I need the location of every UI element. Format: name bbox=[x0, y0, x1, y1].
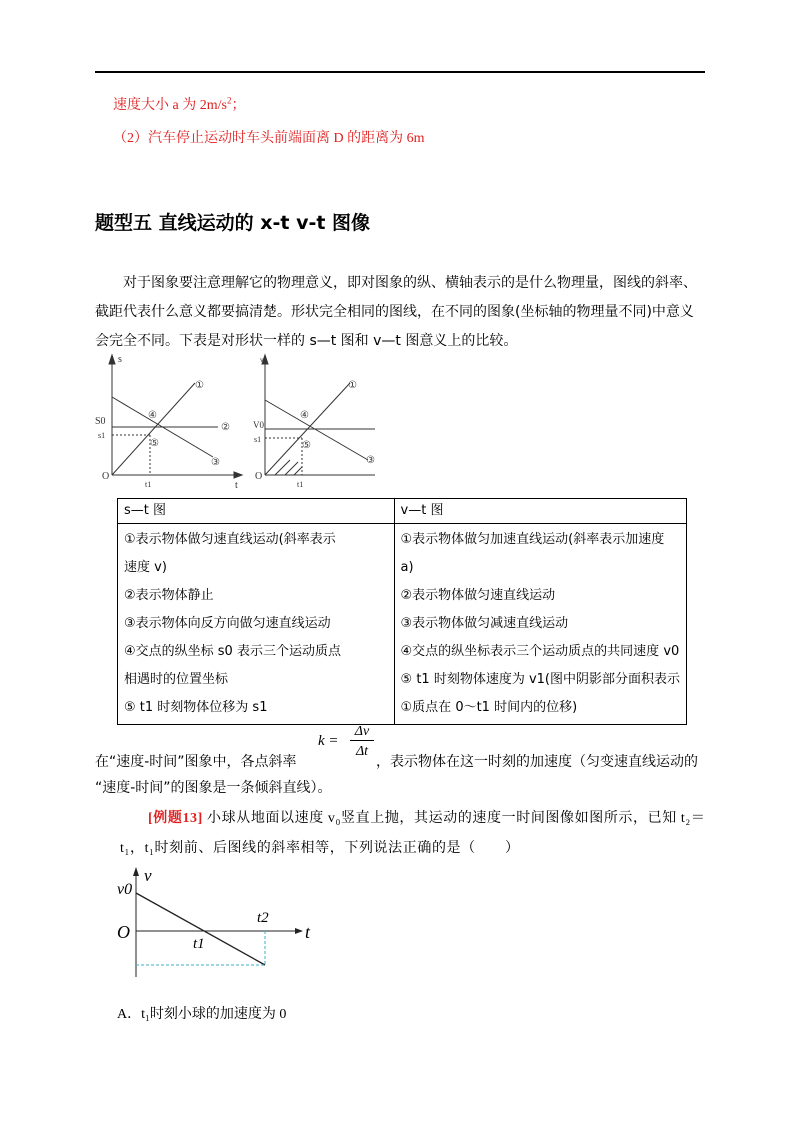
st-origin: O bbox=[102, 471, 110, 482]
formula-numerator: Δv bbox=[350, 724, 374, 741]
st-s0: S0 bbox=[95, 416, 106, 427]
cell-line: ①表示物体做匀速直线运动(斜率表示 bbox=[124, 532, 336, 547]
st-vt-figures bbox=[90, 350, 390, 490]
vt-graph bbox=[262, 355, 375, 475]
option-a[interactable]: A．t₁时刻小球的加速度为 0 bbox=[117, 1007, 287, 1022]
st-mark-2: ② bbox=[221, 422, 230, 433]
vt-y-label: v bbox=[260, 356, 264, 364]
answer-line-2: （2）汽车停止运动时车头前端面离 D 的距离为 6m bbox=[113, 131, 425, 146]
st-y-label: s bbox=[118, 354, 122, 365]
answer-sup: 2 bbox=[226, 95, 232, 106]
st-mark-3: ③ bbox=[211, 457, 220, 468]
table-header: v—t 图 bbox=[394, 499, 686, 524]
formula-line-2: “速度-时间”的图象是一条倾斜直线）。 bbox=[95, 780, 332, 796]
st-s1: s1 bbox=[98, 431, 106, 440]
formula-k: k = bbox=[318, 733, 339, 749]
comparison-table bbox=[117, 498, 687, 725]
graph-t1-label: t1 bbox=[193, 936, 205, 952]
example-line-1 bbox=[148, 807, 706, 827]
table-header: s—t 图 bbox=[118, 499, 395, 524]
vt-mark-1: ① bbox=[348, 380, 357, 391]
example-vt-graph bbox=[105, 862, 315, 977]
cell-line: ②表示物体做匀速直线运动 bbox=[400, 588, 556, 603]
graph-v-label: v bbox=[144, 866, 152, 885]
vt-mark-3: ③ bbox=[366, 455, 375, 466]
graph-origin: O bbox=[117, 922, 130, 942]
graph-v0-label: v0 bbox=[117, 881, 133, 898]
vt-t1: t1 bbox=[297, 480, 304, 489]
intro-line: 会完全不同。下表是对形状一样的 s—t 图和 v—t 图意义上的比较。 bbox=[95, 333, 518, 349]
cell-line: ④交点的纵坐标表示三个运动质点的共同速度 v0 bbox=[400, 644, 680, 659]
example-tag: [例题13] bbox=[148, 811, 203, 826]
vt-mark-4: ④ bbox=[300, 410, 309, 421]
cell-line: ①表示物体做匀加速直线运动(斜率表示加速度 bbox=[400, 532, 665, 547]
cell-line: ⑤ t1 时刻物体位移为 s1 bbox=[124, 700, 268, 715]
vt-origin: O bbox=[255, 471, 263, 482]
st-mark-4: ④ bbox=[148, 410, 157, 421]
answer-line-1 bbox=[113, 94, 245, 114]
st-graph bbox=[109, 355, 242, 478]
table-cell-vt bbox=[394, 524, 686, 725]
example-line-2: t₁，t₁时刻前、后图线的斜率相等，下列说法正确的是（ ） bbox=[120, 841, 520, 856]
vt-v0: V0 bbox=[253, 420, 264, 430]
cell-line: ②表示物体静止 bbox=[124, 588, 214, 603]
formula-text-before: 在“速度-时间”图象中，各点斜率 bbox=[95, 754, 297, 770]
cell-line: ①质点在 0～t1 时间内的位移) bbox=[400, 700, 578, 715]
intro-line: 对于图象要注意理解它的物理意义，即对图象的纵、横轴表示的是什么物理量，图线的斜率、 bbox=[123, 275, 697, 291]
vt-mark-5: ⑤ bbox=[302, 440, 311, 451]
top-rule bbox=[95, 71, 705, 73]
cell-line: 相遇时的位置坐标 bbox=[124, 672, 229, 687]
vt-s1: s1 bbox=[254, 435, 262, 444]
formula-denominator: Δt bbox=[355, 744, 369, 759]
st-t1: t1 bbox=[145, 480, 152, 489]
section-heading: 题型五 直线运动的 x-t v-t 图像 bbox=[95, 212, 371, 234]
example-text: 小球从地面以速度 v₀竖直上抛，其运动的速度一时间图像如图所示，已知 t₂＝ bbox=[202, 811, 706, 826]
answer-suffix: ； bbox=[231, 98, 246, 113]
cell-line: ⑤ t1 时刻物体速度为 v1(图中阴影部分面积表示 bbox=[400, 672, 680, 687]
cell-line: ③表示物体做匀减速直线运动 bbox=[400, 616, 569, 631]
table-cell-st bbox=[118, 524, 395, 725]
graph-t-label: t bbox=[305, 922, 311, 942]
cell-line: ③表示物体向反方向做匀速直线运动 bbox=[124, 616, 331, 631]
cell-line: ④交点的纵坐标 s0 表示三个运动质点 bbox=[124, 644, 341, 659]
cell-line: 速度 v) bbox=[124, 560, 167, 575]
st-mark-5: ⑤ bbox=[150, 438, 159, 449]
graph-t2-label: t2 bbox=[257, 910, 269, 926]
answer-text: 速度大小 a 为 2m/s bbox=[113, 98, 227, 113]
st-x-label: t bbox=[235, 480, 238, 490]
cell-line: a) bbox=[400, 560, 414, 575]
st-mark-1: ① bbox=[195, 380, 204, 391]
formula-text-after: ，表示物体在这一时刻的加速度（匀变速直线运动的 bbox=[376, 754, 698, 770]
intro-line: 截距代表什么意义都要搞清楚。形状完全相同的图线，在不同的图象(坐标轴的物理量不同)中意义 bbox=[95, 304, 694, 320]
